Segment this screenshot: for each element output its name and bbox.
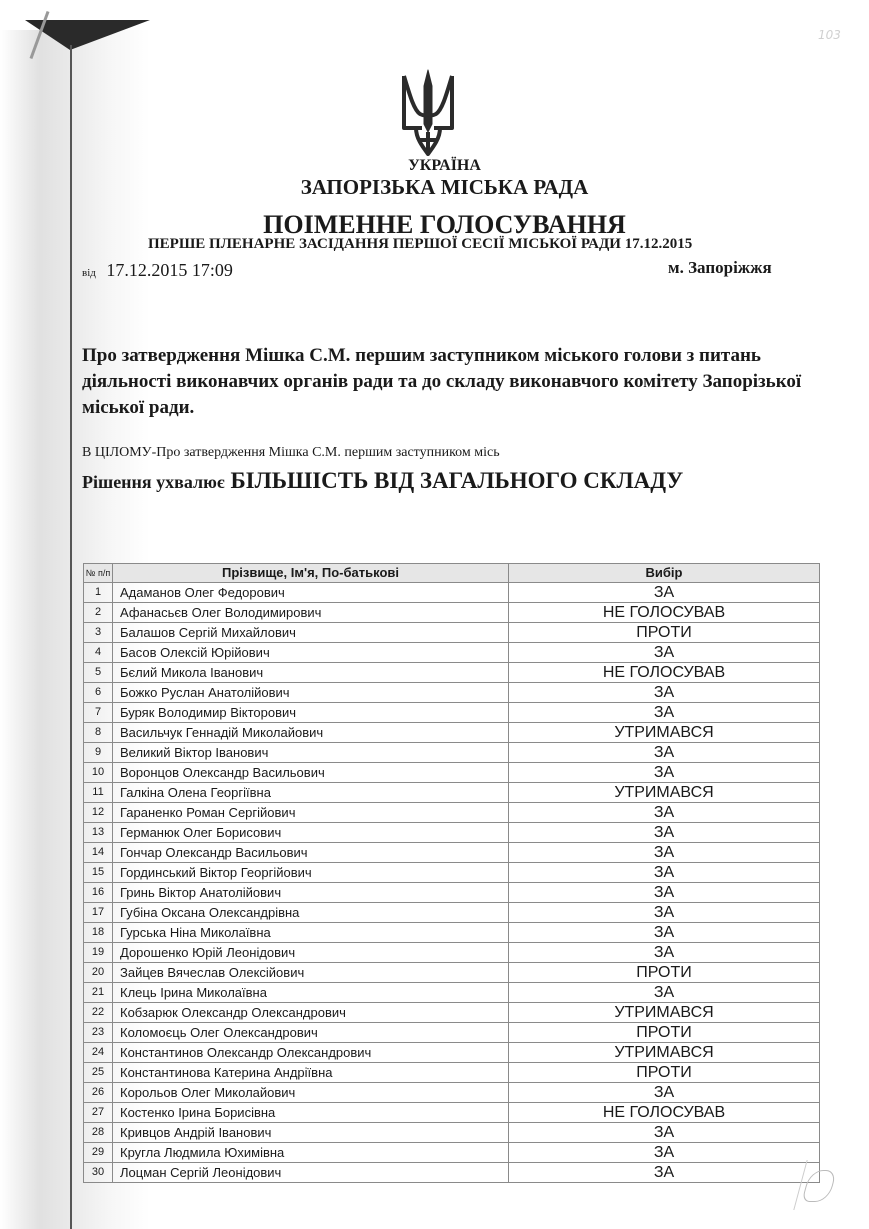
table-row [84,883,820,903]
deputy-name: Буряк Володимир Вікторович [113,703,509,723]
vote-topic: Про затвердження Мішка С.М. першим заступником міського голови з питань діяльності виконавчих органів ради та до складу виконавчого комітету Запорізької міської ради. [82,345,802,418]
vote-choice: ЗА [509,823,820,843]
page-number: 103 [818,28,841,42]
vote-choice: ЗА [509,843,820,863]
table-row [84,1063,820,1083]
deputy-name: Дорошенко Юрій Леонідович [113,943,509,963]
table-row [84,823,820,843]
deputy-name: Константинов Олександр Олександрович [113,1043,509,1063]
deputy-name: Великий Віктор Іванович [113,743,509,763]
table-row [84,723,820,743]
row-number: 25 [84,1063,113,1083]
document-title: ПОІМЕННЕ ГОЛОСУВАННЯ [263,210,626,239]
row-number: 26 [84,1083,113,1103]
vote-choice: ЗА [509,943,820,963]
table-row [84,703,820,723]
deputy-name: Гараненко Роман Сергійович [113,803,509,823]
table-row [84,763,820,783]
vote-choice: ЗА [509,1083,820,1103]
decision-rule [82,468,683,494]
row-number: 22 [84,1003,113,1023]
vote-choice: ЗА [509,883,820,903]
table-row [84,923,820,943]
deputy-name: Басов Олексій Юрійович [113,643,509,663]
table-row [84,963,820,983]
table-row [84,643,820,663]
vote-subtopic: В ЦІЛОМУ-Про затвердження Мішка С.М. першим заступником місь [82,445,500,460]
table-row [84,683,820,703]
vote-choice: ПРОТИ [509,1063,820,1083]
row-number: 4 [84,643,113,663]
row-number: 6 [84,683,113,703]
vote-datetime [82,260,233,281]
decision-rule-text: БІЛЬШІСТЬ ВІД ЗАГАЛЬНОГО СКЛАДУ [230,468,684,493]
table-row [84,583,820,603]
row-number: 27 [84,1103,113,1123]
row-number: 12 [84,803,113,823]
deputy-name: Божко Руслан Анатолійович [113,683,509,703]
table-row [84,943,820,963]
datetime-value: 17.12.2015 17:09 [106,260,233,280]
vote-choice: НЕ ГОЛОСУВАВ [509,603,820,623]
row-number: 1 [84,583,113,603]
vote-choice: ПРОТИ [509,623,820,643]
deputy-name: Костенко Ірина Борисівна [113,1103,509,1123]
column-header-choice: Вибір [509,564,820,583]
row-number: 3 [84,623,113,643]
row-number: 2 [84,603,113,623]
vote-choice: ЗА [509,1123,820,1143]
deputy-name: Зайцев Вячеслав Олексійович [113,963,509,983]
row-number: 16 [84,883,113,903]
row-number: 10 [84,763,113,783]
table-row [84,983,820,1003]
row-number: 9 [84,743,113,763]
vote-choice: ЗА [509,903,820,923]
decision-prefix: Рішення ухвалює [82,472,225,492]
row-number: 11 [84,783,113,803]
deputy-name: Лоцман Сергій Леонідович [113,1163,509,1183]
row-number: 28 [84,1123,113,1143]
row-number: 14 [84,843,113,863]
deputy-name: Коломоєць Олег Олександрович [113,1023,509,1043]
roll-call-table [83,563,820,1183]
vote-choice: ЗА [509,643,820,663]
deputy-name: Афанасьєв Олег Володимирович [113,603,509,623]
row-number: 24 [84,1043,113,1063]
vote-choice: ЗА [509,1143,820,1163]
vote-choice: ЗА [509,1163,820,1183]
table-row [84,623,820,643]
vote-choice: УТРИМАВСЯ [509,723,820,743]
deputy-name: Клець Ірина Миколаївна [113,983,509,1003]
vote-choice: ЗА [509,983,820,1003]
deputy-name: Адаманов Олег Федорович [113,583,509,603]
vote-choice: НЕ ГОЛОСУВАВ [509,663,820,683]
table-row [84,843,820,863]
council-heading: ЗАПОРІЗЬКА МІСЬКА РАДА [300,175,589,199]
deputy-name: Кривцов Андрій Іванович [113,1123,509,1143]
column-header-name: Прізвище, Ім'я, По-батькові [113,564,509,583]
deputy-name: Кобзарюк Олександр Олександрович [113,1003,509,1023]
table-row [84,1123,820,1143]
table-row [84,1103,820,1123]
row-number: 19 [84,943,113,963]
table-row [84,803,820,823]
deputy-name: Балашов Сергій Михайлович [113,623,509,643]
deputy-name: Корольов Олег Миколайович [113,1083,509,1103]
table-row [84,1143,820,1163]
deputy-name: Галкіна Олена Георгіївна [113,783,509,803]
vote-choice: ЗА [509,923,820,943]
row-number: 7 [84,703,113,723]
deputy-name: Гринь Віктор Анатолійович [113,883,509,903]
deputy-name: Воронцов Олександр Васильович [113,763,509,783]
city-label: м. Запоріжжя [668,258,772,277]
deputy-name: Германюк Олег Борисович [113,823,509,843]
table-row [84,863,820,883]
vote-choice: ЗА [509,743,820,763]
table-row [84,1043,820,1063]
table-header-row [84,564,820,583]
table-row [84,663,820,683]
deputy-name: Васильчук Геннадій Миколайович [113,723,509,743]
vote-choice: ПРОТИ [509,1023,820,1043]
row-number: 15 [84,863,113,883]
vote-choice: ЗА [509,703,820,723]
row-number: 13 [84,823,113,843]
table-row [84,603,820,623]
row-number: 20 [84,963,113,983]
row-number: 23 [84,1023,113,1043]
row-number: 5 [84,663,113,683]
table-row [84,1163,820,1183]
vote-choice: ЗА [509,583,820,603]
deputy-name: Гординський Віктор Георгійович [113,863,509,883]
trident-emblem-icon [398,66,458,156]
vote-choice: УТРИМАВСЯ [509,1003,820,1023]
row-number: 17 [84,903,113,923]
row-number: 18 [84,923,113,943]
row-number: 8 [84,723,113,743]
row-number: 29 [84,1143,113,1163]
deputy-name: Бєлий Микола Іванович [113,663,509,683]
vote-choice: НЕ ГОЛОСУВАВ [509,1103,820,1123]
session-title: ПЕРШЕ ПЛЕНАРНЕ ЗАСІДАННЯ ПЕРШОЇ СЕСІЇ МІСЬКОЇ РАДИ 17.12.2015 [148,236,693,252]
vote-choice: УТРИМАВСЯ [509,783,820,803]
country-heading: УКРАЇНА [408,157,481,174]
vote-choice: ЗА [509,803,820,823]
column-header-number: № п/п [84,564,113,583]
vote-choice: ЗА [509,763,820,783]
deputy-name: Губіна Оксана Олександрівна [113,903,509,923]
row-number: 30 [84,1163,113,1183]
table-row [84,1003,820,1023]
vote-choice: ПРОТИ [509,963,820,983]
deputy-name: Гурська Ніна Миколаївна [113,923,509,943]
vote-choice: ЗА [509,683,820,703]
deputy-name: Кругла Людмила Юхимівна [113,1143,509,1163]
deputy-name: Гончар Олександр Васильович [113,843,509,863]
table-row [84,743,820,763]
deputy-name: Константинова Катерина Андріївна [113,1063,509,1083]
date-prefix: від [82,267,96,279]
table-row [84,783,820,803]
table-row [84,903,820,923]
vote-choice: УТРИМАВСЯ [509,1043,820,1063]
vote-choice: ЗА [509,863,820,883]
row-number: 21 [84,983,113,1003]
table-row [84,1083,820,1103]
table-row [84,1023,820,1043]
